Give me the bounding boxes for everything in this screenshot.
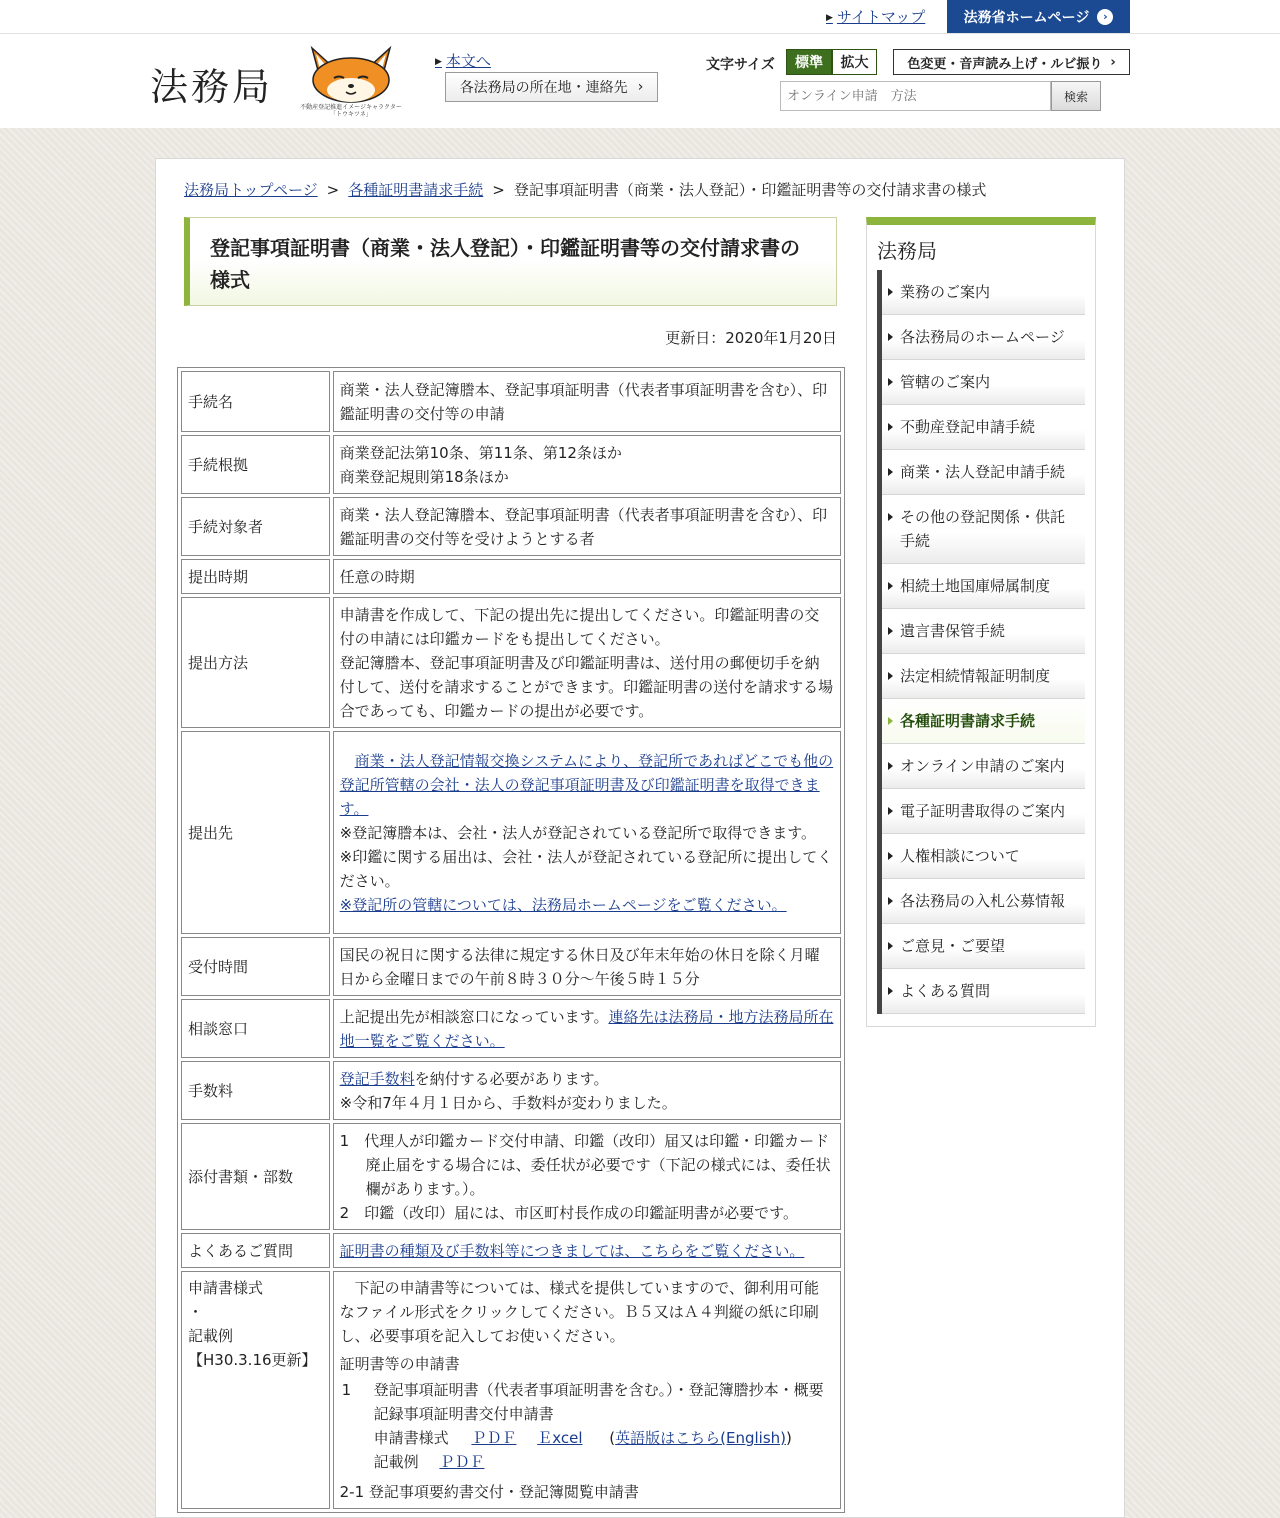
fee-note: ※令和7年４月１日から、手数料が変わりました。 (339, 1093, 677, 1112)
form-links-line (374, 1426, 834, 1450)
table-row (181, 435, 841, 494)
fee-text: を納付する必要があります。 (414, 1069, 609, 1088)
row-value (333, 435, 841, 494)
consult-text: 上記提出先が相談窓口になっています。 (339, 1007, 609, 1026)
table-row (181, 1061, 841, 1120)
breadcrumb (184, 179, 986, 200)
chevron-right-icon: › (637, 79, 644, 95)
sidebar-item-other-registration-deposit[interactable]: その他の登記関係・供託手続 (882, 495, 1085, 564)
skip-to-content-link[interactable] (435, 50, 491, 71)
item-number: 1 (341, 1381, 352, 1399)
sitemap-link[interactable] (826, 6, 925, 27)
jurisdiction-link[interactable]: ※登記所の管轄については、法務局ホームページをご覧ください。 (339, 895, 787, 914)
row-label (181, 1271, 330, 1509)
row-label: 提出方法 (181, 597, 330, 728)
chevron-right-circle-icon: › (1097, 9, 1113, 25)
destination-para (340, 749, 834, 821)
example-label: 記載例 (373, 1453, 419, 1471)
table-row (181, 999, 841, 1058)
moj-home-button[interactable] (947, 0, 1130, 33)
row-label: よくあるご質問 (181, 1233, 330, 1268)
sidebar-menu (877, 270, 1085, 1014)
row-label: 手続対象者 (181, 497, 330, 556)
forms-intro: 下記の申請書等については、様式を提供していますので、御利用可能なファイル形式をクリックしてください。Ｂ５又はＡ４判縦の紙に印刷し、必要事項を記入してお使いください。 (339, 1279, 820, 1345)
fontsize-label: 文字サイズ (706, 57, 775, 73)
table-row (181, 1233, 841, 1268)
site-header (0, 33, 1280, 128)
breadcrumb-current: 登記事項証明書（商業・法人登記）・印鑑証明書等の交付請求書の様式 (513, 181, 987, 199)
fontsize-large-button[interactable]: 拡大 (832, 49, 877, 75)
site-logo[interactable]: 法務局 (150, 65, 274, 109)
sidebar-item-bureau-homepages[interactable]: 各法務局のホームページ (882, 315, 1085, 360)
form-label: 申請書様式 (373, 1429, 449, 1447)
destination-para (340, 893, 834, 917)
breadcrumb-separator: > (492, 181, 505, 199)
sidebar-item-e-certificate[interactable]: 電子証明書取得のご案内 (882, 789, 1085, 834)
forms-label: 【H30.3.16更新】 (188, 1351, 317, 1369)
sidebar-item-faq[interactable]: よくある質問 (882, 969, 1085, 1014)
row-value: 国民の祝日に関する法律に規定する休日及び年末年始の休日を除く月曜日から金曜日までの午前８時３０分～午後５時１５分 (333, 937, 841, 996)
example-links-line (374, 1450, 834, 1474)
row-value (333, 1123, 841, 1230)
fee-line (340, 1067, 834, 1091)
sidebar-item-real-estate-registration[interactable]: 不動産登記申請手続 (882, 405, 1085, 450)
registration-fee-link[interactable]: 登記手数料 (339, 1069, 415, 1088)
sidebar-item-feedback[interactable]: ご意見・ご要望 (882, 924, 1085, 969)
list-item: 2 印鑑（改印）届には、市区町村長作成の印鑑証明書が必要です。 (339, 1203, 798, 1222)
example-pdf-link[interactable]: ＰＤＦ (439, 1453, 485, 1471)
sidebar-item-will-storage[interactable]: 遺言書保管手続 (882, 609, 1085, 654)
skip-label: 本文へ (445, 52, 491, 70)
legal-basis-line: 商業登記法第10条、第11条、第12条ほか (339, 443, 622, 462)
sidebar-item-online-application[interactable]: オンライン申請のご案内 (882, 744, 1085, 789)
row-value (333, 1061, 841, 1120)
page-title: 登記事項証明書（商業・法人登記）・印鑑証明書等の交付請求書の様式 (210, 236, 800, 292)
row-label: 手続名 (181, 371, 330, 432)
table-row (181, 559, 841, 594)
table-row (181, 1123, 841, 1230)
row-label: 手数料 (181, 1061, 330, 1120)
table-row (181, 497, 841, 556)
destination-note: ※印鑑に関する届出は、会社・法人が登記されている登記所に提出してください。 (339, 847, 833, 890)
method-paragraph: 登記簿謄本、登記事項証明書及び印鑑証明書は、送付用の郵便切手を納付して、送付を請求することができます。印鑑証明書の送付を請求する場合であっても、印鑑カードの提出が必要です。 (339, 653, 834, 720)
row-value (333, 1271, 841, 1509)
item-title: 2-1 登記事項要約書交付・登記簿閲覧申請書 (339, 1483, 639, 1501)
table-row (181, 731, 841, 934)
search-input[interactable] (780, 81, 1051, 111)
sidebar-item-statutory-inheritance[interactable]: 法定相続情報証明制度 (882, 654, 1085, 699)
table-row (181, 597, 841, 728)
row-value (333, 999, 841, 1058)
list-item: 1 代理人が印鑑カード交付申請、印鑑（改印）届又は印鑑・印鑑カード廃止届をする場合には、委任状が必要です（下記の様式には、委任状欄があります。）。 (339, 1131, 831, 1198)
sidebar-title: 法務局 (877, 239, 937, 263)
sidebar-item-commercial-registration[interactable]: 商業・法人登記申請手続 (882, 450, 1085, 495)
row-label: 手続根拠 (181, 435, 330, 494)
form-pdf-link[interactable]: ＰＤＦ (471, 1429, 517, 1447)
destination-note: ※登記簿謄本は、会社・法人が登記されている登記所で取得できます。 (339, 823, 817, 842)
procedure-table (177, 367, 845, 1513)
forms-section-title: 証明書等の申請書 (339, 1355, 460, 1373)
row-label: 添付書類・部数 (181, 1123, 330, 1230)
row-value (333, 1233, 841, 1268)
row-value: 商業・法人登記簿謄本、登記事項証明書（代表者事項証明書を含む）、印鑑証明書の交付等を受けようとする者 (333, 497, 841, 556)
office-list-link[interactable]: 連絡先は法務局・地方法務局所在地一覧をご覧ください。 (339, 1007, 834, 1050)
table-row (181, 937, 841, 996)
method-paragraph: 申請書を作成して、下記の提出先に提出してください。印鑑証明書の交付の申請には印鑑カードをも提出してください。 (339, 605, 820, 648)
breadcrumb-parent-link[interactable]: 各種証明書請求手続 (348, 181, 484, 199)
color-voice-ruby-button[interactable] (893, 49, 1130, 75)
forms-label: ・ (188, 1303, 204, 1321)
row-label: 相談窓口 (181, 999, 330, 1058)
paren-open: ( (609, 1429, 616, 1447)
row-value (333, 597, 841, 728)
row-label: 提出時期 (181, 559, 330, 594)
chevron-right-icon: › (1110, 54, 1116, 70)
offices-button[interactable] (445, 72, 658, 102)
table-row (181, 1271, 841, 1509)
mascot-caption: 不動産登記推進イメージキャラクター「トウキツネ」 (300, 104, 402, 118)
breadcrumb-separator: > (326, 181, 340, 199)
table-row (181, 371, 841, 432)
triangle-right-icon: ▶ (826, 13, 833, 23)
info-exchange-link[interactable]: 商業・法人登記情報交換システムにより、登記所であればどこでも他の登記所管轄の会社・法人の登記事項証明書及び印鑑証明書を取得できます。 (339, 751, 834, 818)
moj-home-label: 法務省ホームページ (963, 9, 1090, 26)
search-button[interactable]: 検索 (1051, 81, 1101, 111)
list-item (340, 1378, 834, 1474)
sidebar-item-jurisdiction[interactable]: 管轄のご案内 (882, 360, 1085, 405)
top-bar (0, 0, 1280, 33)
attachments-list (340, 1129, 834, 1225)
row-value: 商業・法人登記簿謄本、登記事項証明書（代表者事項証明書を含む）、印鑑証明書の交付等の申請 (333, 371, 841, 432)
item-title: 登記事項証明書（代表者事項証明書を含む。）・登記簿謄抄本・概要記録事項証明書交付申請書 (373, 1381, 824, 1423)
fontsize-standard-button[interactable]: 標準 (786, 49, 832, 75)
triangle-right-icon: ▶ (435, 57, 442, 67)
sidebar-item-human-rights[interactable]: 人権相談について (882, 834, 1085, 879)
content-area (155, 158, 1125, 1518)
paren-close: ) (786, 1429, 792, 1447)
page-title-box (184, 217, 837, 306)
breadcrumb-home-link[interactable]: 法務局トップページ (184, 181, 318, 199)
forms-list (340, 1378, 834, 1474)
offices-label: 各法務局の所在地・連絡先 (459, 80, 628, 96)
sidebar (866, 217, 1096, 1027)
sidebar-item-bidding-info[interactable]: 各法務局の入札公募情報 (882, 879, 1085, 924)
form-english-link[interactable]: 英語版はこちら(English) (615, 1429, 787, 1447)
sidebar-item-inherited-land[interactable]: 相続土地国庫帰属制度 (882, 564, 1085, 609)
form-excel-link[interactable]: Ｅxcel (537, 1429, 583, 1447)
sitemap-label: サイトマップ (836, 8, 926, 26)
row-label: 提出先 (181, 731, 330, 934)
sidebar-item-business-guide[interactable]: 業務のご案内 (882, 270, 1085, 315)
legal-basis-line: 商業登記規則第18条ほか (339, 467, 509, 486)
forms-label: 記載例 (188, 1327, 234, 1345)
row-value (333, 731, 841, 934)
row-label: 受付時間 (181, 937, 330, 996)
updated-date: 更新日：2020年1月20日 (665, 329, 837, 347)
forms-label: 申請書様式 (188, 1279, 264, 1297)
sidebar-item-certificate-requests[interactable]: 各種証明書請求手続 (882, 699, 1085, 744)
row-value: 任意の時期 (333, 559, 841, 594)
color-voice-ruby-label: 色変更・音声読み上げ・ルビ振り (907, 56, 1103, 72)
faq-link[interactable]: 証明書の種類及び手数料等につきましては、こちらをご覧ください。 (339, 1241, 805, 1260)
